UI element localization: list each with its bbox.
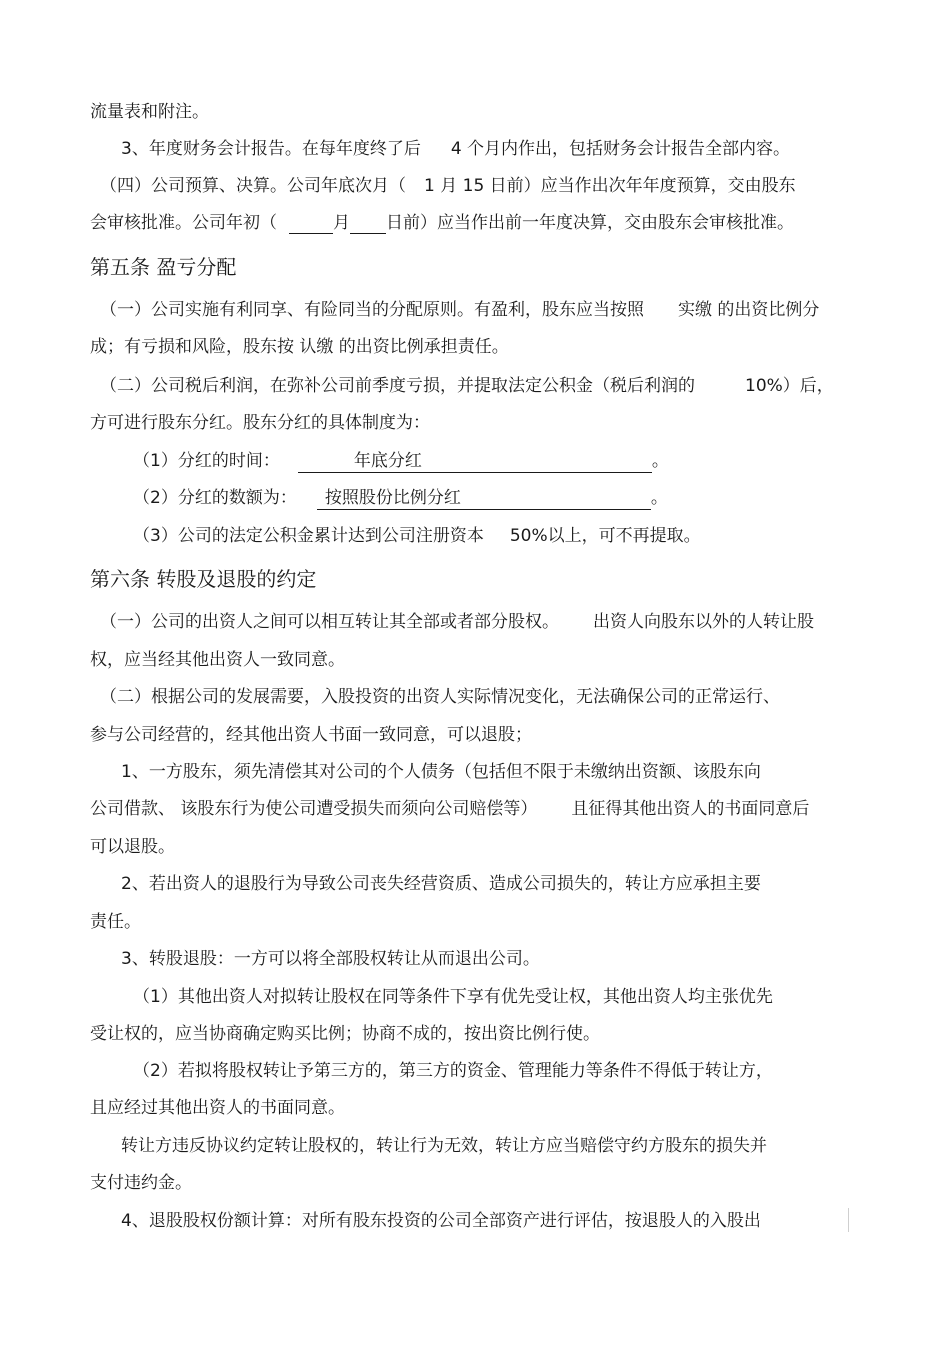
dividend-time-field [298, 450, 652, 473]
text: 支付违约金。 [90, 1173, 192, 1193]
text-line-2 [121, 138, 790, 160]
text: （一）公司的出资人之间可以相互转让其全部或者部分股权。 [100, 612, 559, 632]
text-line-6 [90, 336, 509, 358]
text: 日前）应当作出前一年度决算，交由股东会审核批准。 [386, 213, 794, 233]
text: 成；有亏损和风险，股东按 认缴 的出资比例承担责任。 [90, 337, 509, 357]
text: （2）分红的数额为： [133, 488, 297, 508]
text-line-25 [90, 1097, 345, 1119]
heading-text: 第五条 盈亏分配 [90, 255, 237, 279]
text-line-14 [100, 686, 780, 708]
field-value: 年底分红 [353, 451, 422, 471]
text-line-16 [121, 761, 761, 783]
text-line-7 [100, 375, 834, 397]
text-line-13 [90, 649, 345, 671]
text: 3、转股退股：一方可以将全部股权转让从而退出公司。 [121, 949, 540, 969]
text-line-28 [121, 1210, 761, 1232]
text: 可以退股。 [90, 837, 175, 857]
text: 公司借款、 该股东行为使公司遭受损失而须向公司赔偿等） [90, 799, 538, 819]
text-line-10 [133, 487, 668, 510]
text: 4、退股股权份额计算：对所有股东投资的公司全部资产进行评估，按退股人的入股出 [121, 1211, 761, 1231]
dividend-amount-field [317, 487, 651, 510]
text-line-11 [133, 525, 701, 547]
text-line-19 [121, 873, 761, 895]
text: （四）公司预算、决算。公司年底次月（ [100, 176, 406, 196]
text: 方可进行股东分红。股东分红的具体制度为： [90, 413, 430, 433]
text: （3）公司的法定公积金累计达到公司注册资本 [133, 526, 484, 546]
text-line-15 [90, 724, 532, 746]
text: （二）根据公司的发展需要，入股投资的出资人实际情况变化，无法确保公司的正常运行、 [100, 687, 780, 707]
text: 月 [333, 213, 350, 233]
text-line-23 [90, 1023, 600, 1045]
text: 参与公司经营的，经其他出资人书面一致同意，可以退股； [90, 725, 532, 745]
text-line-4 [90, 212, 794, 234]
text-line-27 [90, 1172, 192, 1194]
text-line-9 [133, 450, 669, 473]
text-line-18 [90, 836, 175, 858]
text-line-21 [121, 948, 540, 970]
text-line-8 [90, 412, 430, 434]
text: 。 [650, 488, 668, 508]
text: 2、若出资人的退股行为导致公司丧失经营资质、造成公司损失的，转让方应承担主要 [121, 874, 761, 894]
text: 实缴 的出资比例分 [678, 300, 820, 320]
text-line-1 [90, 101, 209, 123]
text-line-20 [90, 911, 141, 933]
text: 权，应当经其他出资人一致同意。 [90, 650, 345, 670]
section-heading-6 [90, 568, 316, 590]
text: 流量表和附注。 [90, 102, 209, 122]
text: 4 个月内作出，包括财务会计报告全部内容。 [450, 139, 791, 159]
day-blank [350, 215, 386, 234]
text: 受让权的，应当协商确定购买比例；协商不成的，按出资比例行使。 [90, 1024, 600, 1044]
text-line-22 [133, 986, 773, 1008]
text-line-24 [133, 1060, 773, 1082]
text: 1 月 15 日前）应当作出次年年度预算，交由股东 [424, 176, 796, 196]
text: 50%以上，可不再提取。 [509, 526, 701, 546]
text: 且应经过其他出资人的书面同意。 [90, 1098, 345, 1118]
text: （一）公司实施有利同享、有险同当的分配原则。有盈利，股东应当按照 [100, 300, 644, 320]
text: 会审核批准。公司年初（ [90, 213, 277, 233]
text: 10%）后， [745, 376, 834, 396]
text: 转让方违反协议约定转让股权的，转让行为无效，转让方应当赔偿守约方股东的损失并 [121, 1136, 767, 1156]
text: （二）公司税后利润，在弥补公司前季度亏损，并提取法定公积金（税后利润的 [100, 376, 695, 396]
text: （1）分红的时间： [133, 451, 280, 471]
text: 出资人向股东以外的人转让股 [593, 612, 814, 632]
text: 。 [651, 451, 669, 471]
text: （1）其他出资人对拟转让股权在同等条件下享有优先受让权，其他出资人均主张优先 [133, 987, 773, 1007]
field-value: 按照股份比例分红 [324, 488, 461, 508]
text: （2）若拟将股权转让予第三方的，第三方的资金、管理能力等条件不得低于转让方， [133, 1061, 773, 1081]
text-line-3 [100, 175, 796, 197]
section-heading-5 [90, 256, 236, 278]
text-line-5 [100, 299, 819, 321]
text: 3、年度财务会计报告。在每年度终了后 [121, 139, 421, 159]
text: 1、一方股东，须先清偿其对公司的个人债务（包括但不限于未缴纳出资额、该股东向 [121, 762, 761, 782]
text: 且征得其他出资人的书面同意后 [571, 799, 810, 819]
text: 责任。 [90, 912, 141, 932]
text-line-17 [90, 798, 809, 820]
text-line-26 [121, 1135, 767, 1157]
text-line-12 [100, 611, 814, 633]
heading-text: 第六条 转股及退股的约定 [90, 567, 317, 591]
margin-divider [848, 1208, 849, 1232]
month-blank [289, 215, 333, 234]
